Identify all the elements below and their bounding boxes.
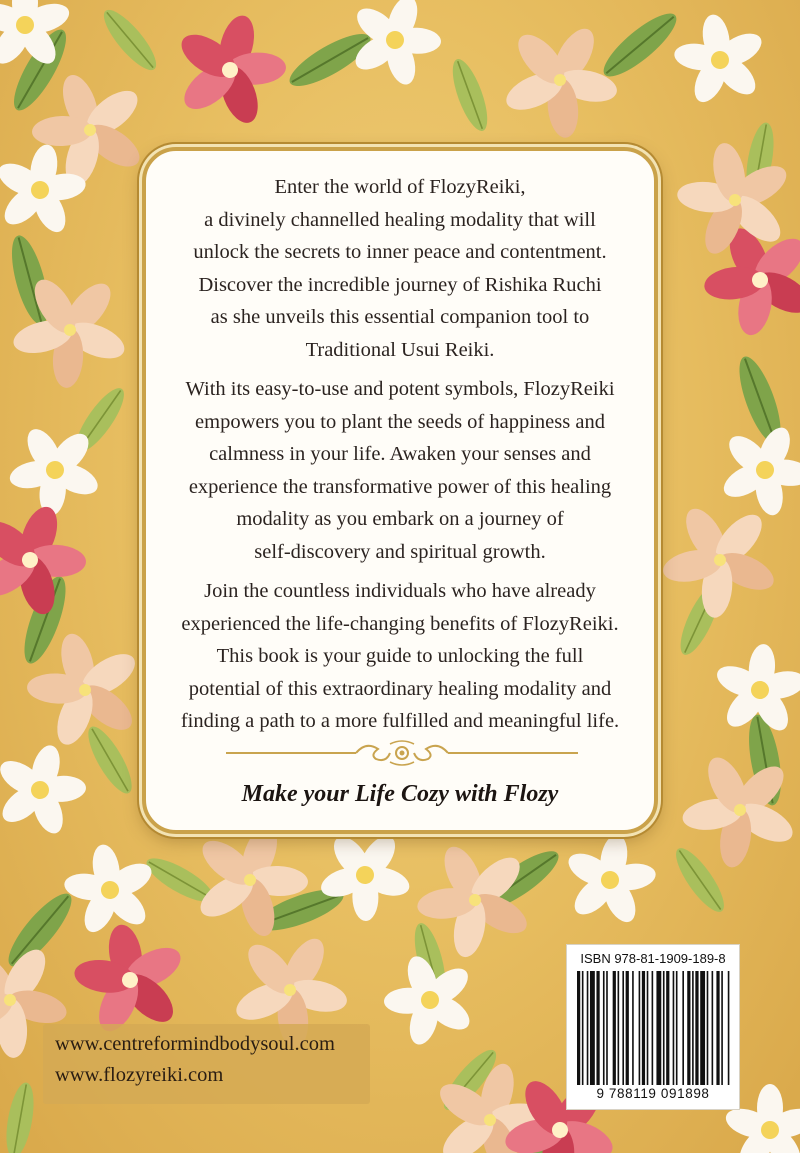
isbn-label: ISBN 978-81-1909-189-8 xyxy=(580,951,726,966)
blurb-line: experienced the life-changing benefits of FlozyReiki. xyxy=(181,612,619,635)
blurb-line: finding a path to a more fulfilled and meaningful life. xyxy=(180,710,620,732)
blurb-line: potential of this extraordinary healing modality and xyxy=(188,677,612,700)
blurb-panel xyxy=(142,147,658,834)
blurb-paragraph-3 xyxy=(146,575,654,738)
blurb-line: self-discovery and spiritual growth. xyxy=(254,540,546,563)
blurb-line: empowers you to plant the seeds of happiness and xyxy=(195,410,605,433)
blurb-paragraph-2 xyxy=(146,373,654,568)
blurb-line: This book is your guide to unlocking the full xyxy=(216,645,584,667)
blurb-line: calmness in your life. Awaken your senses and xyxy=(209,443,591,465)
blurb-line: experience the transformative power of this healing xyxy=(188,475,612,498)
blurb-line: Traditional Usui Reiki. xyxy=(305,338,495,361)
blurb-paragraph-1 xyxy=(146,171,654,366)
blurb-line: a divinely channelled healing modality that will xyxy=(204,208,596,231)
barcode-bars xyxy=(577,971,731,1085)
barcode-digits: 9 788119 091898 xyxy=(596,1086,710,1101)
blurb-line: modality as you embark on a journey of xyxy=(236,508,564,530)
blurb-line: unlock the secrets to inner peace and contentment. xyxy=(193,241,607,263)
website-box xyxy=(43,1024,370,1104)
ornamental-divider xyxy=(224,738,580,768)
blurb-line: Join the countless individuals who have already xyxy=(204,580,596,602)
website-link-2[interactable]: www.flozyreiki.com xyxy=(55,1064,224,1086)
blurb-line: Enter the world of FlozyReiki, xyxy=(274,176,526,198)
blurb-line: With its easy-to-use and potent symbols, FlozyReiki xyxy=(185,378,615,400)
tagline: Make your Life Cozy with Flozy xyxy=(241,781,559,807)
website-link-1[interactable]: www.centreformindbodysoul.com xyxy=(55,1033,335,1055)
blurb-line: Discover the incredible journey of Rishika Ruchi xyxy=(198,273,602,296)
blurb-line: as she unveils this essential companion tool to xyxy=(210,306,590,328)
isbn-barcode xyxy=(566,944,740,1110)
